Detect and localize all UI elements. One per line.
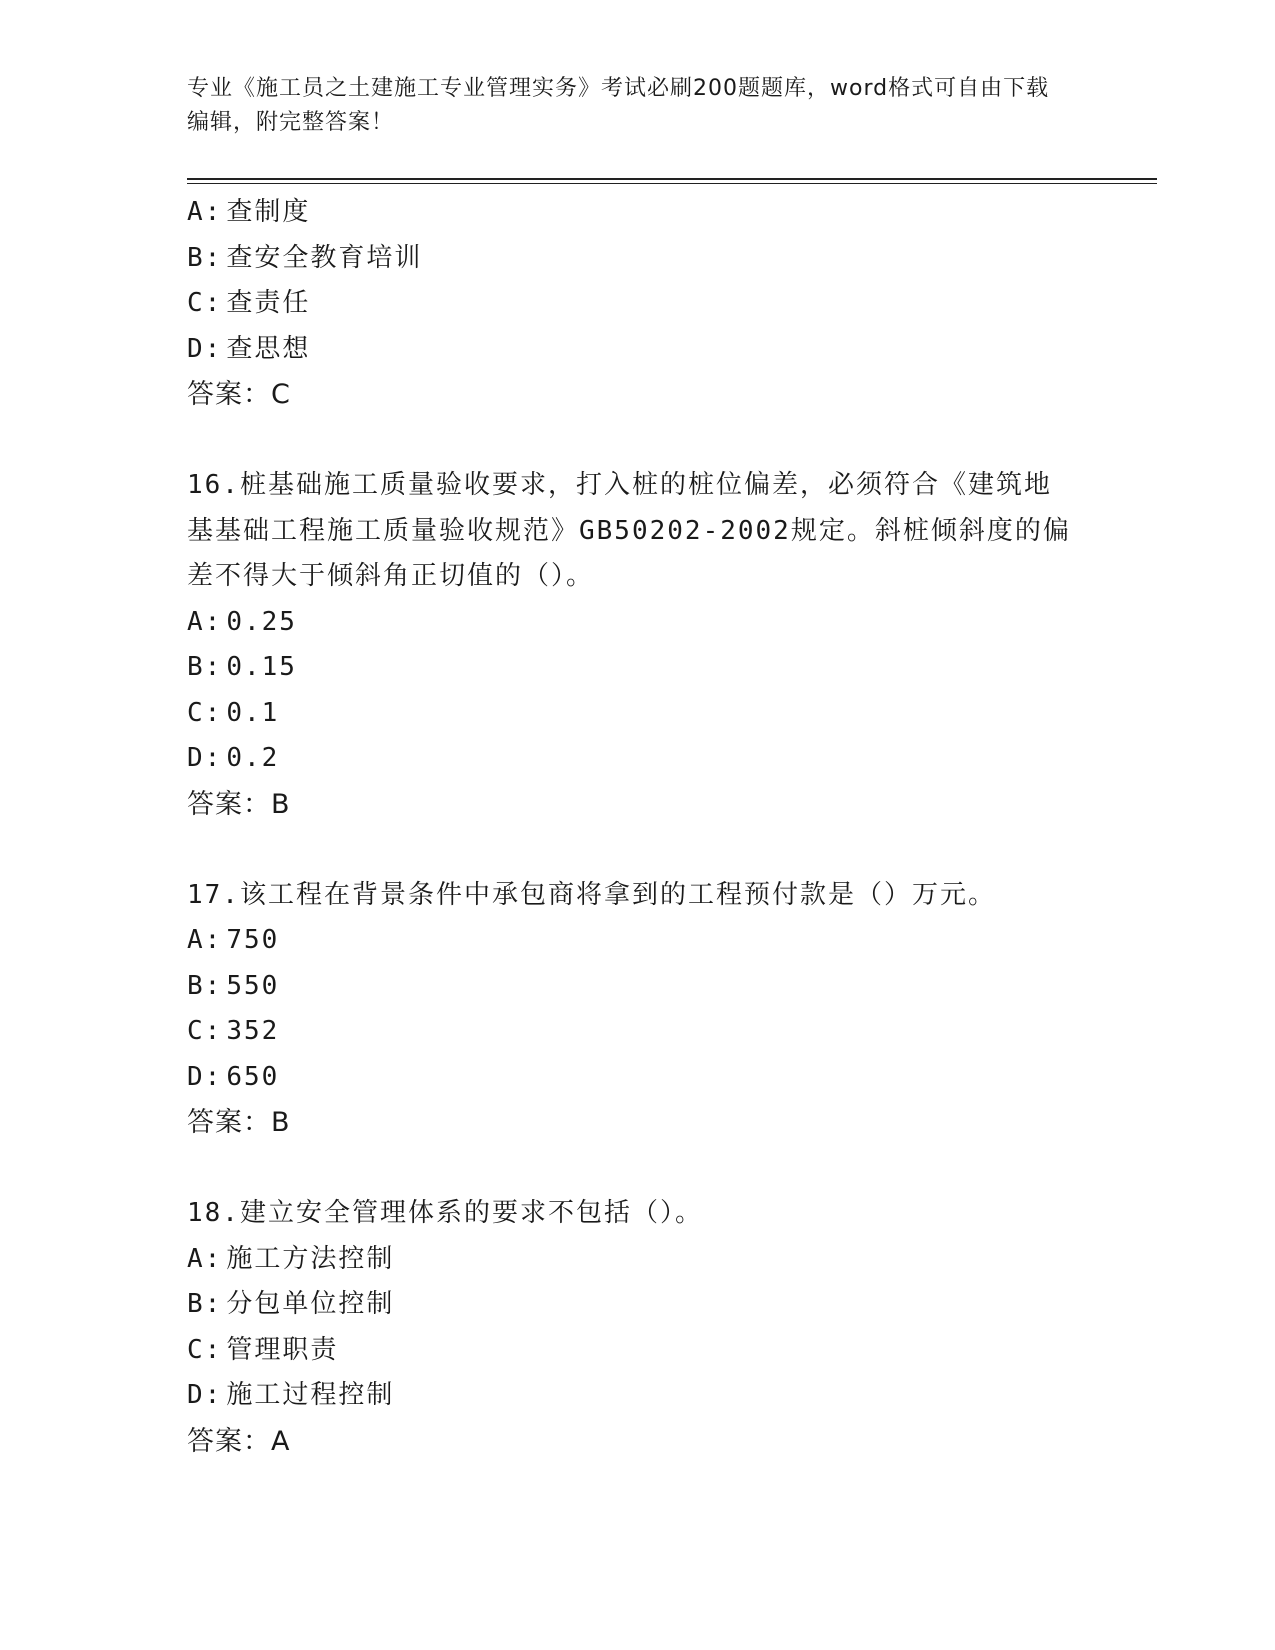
question-stem: 差不得大于倾斜角正切值的（）。 — [187, 561, 595, 591]
answer-line: 答案：B — [187, 1107, 291, 1138]
answer-line: 答案：A — [187, 1425, 291, 1457]
option-a: A: 施工方法控制 — [187, 1243, 395, 1274]
option-d: D: 查思想 — [187, 333, 311, 364]
question-17 — [187, 873, 1087, 1146]
answer-line: 答案：B — [187, 788, 291, 820]
spacer — [187, 418, 1087, 464]
option-a: A: 0.25 — [187, 606, 297, 637]
option-b: B: 0.15 — [187, 652, 297, 682]
question-stem: 16.桩基础施工质量验收要求，打入桩的桩位偏差，必须符合《建筑地 — [187, 470, 1052, 500]
option-c: C: 352 — [187, 1016, 280, 1046]
option-b: B: 550 — [187, 970, 280, 1001]
header-rule-thin — [187, 183, 1157, 184]
spacer — [187, 827, 1087, 873]
answer-line: 答案：C — [187, 379, 291, 410]
question-stem: 17.该工程在背景条件中承包商将拿到的工程预付款是（）万元。 — [187, 879, 996, 910]
option-c: C: 查责任 — [187, 288, 311, 318]
spacer — [187, 1146, 1087, 1192]
question-15 — [187, 190, 1087, 418]
header-rule-thick — [187, 178, 1157, 180]
option-b: B: 查安全教育培训 — [187, 242, 423, 273]
option-c: C: 0.1 — [187, 697, 280, 728]
question-16 — [187, 463, 1087, 827]
question-stem: 18.建立安全管理体系的要求不包括（）。 — [187, 1198, 703, 1228]
option-a: A: 查制度 — [187, 197, 311, 227]
option-d: D: 施工过程控制 — [187, 1380, 395, 1410]
option-c: C: 管理职责 — [187, 1334, 339, 1365]
option-b: B: 分包单位控制 — [187, 1289, 395, 1319]
question-18 — [187, 1191, 1087, 1464]
option-d: D: 0.2 — [187, 743, 280, 773]
option-a: A: 750 — [187, 925, 280, 955]
document-header: 专业《施工员之土建施工专业管理实务》考试必刷200题题库，word格式可自由下载编辑，附完整答案！ — [187, 76, 1050, 135]
question-stem: 基基础工程施工质量验收规范》GB50202-2002规定。斜桩倾斜度的偏 — [187, 515, 1071, 546]
question-list — [187, 190, 1087, 1464]
option-d: D: 650 — [187, 1061, 280, 1092]
